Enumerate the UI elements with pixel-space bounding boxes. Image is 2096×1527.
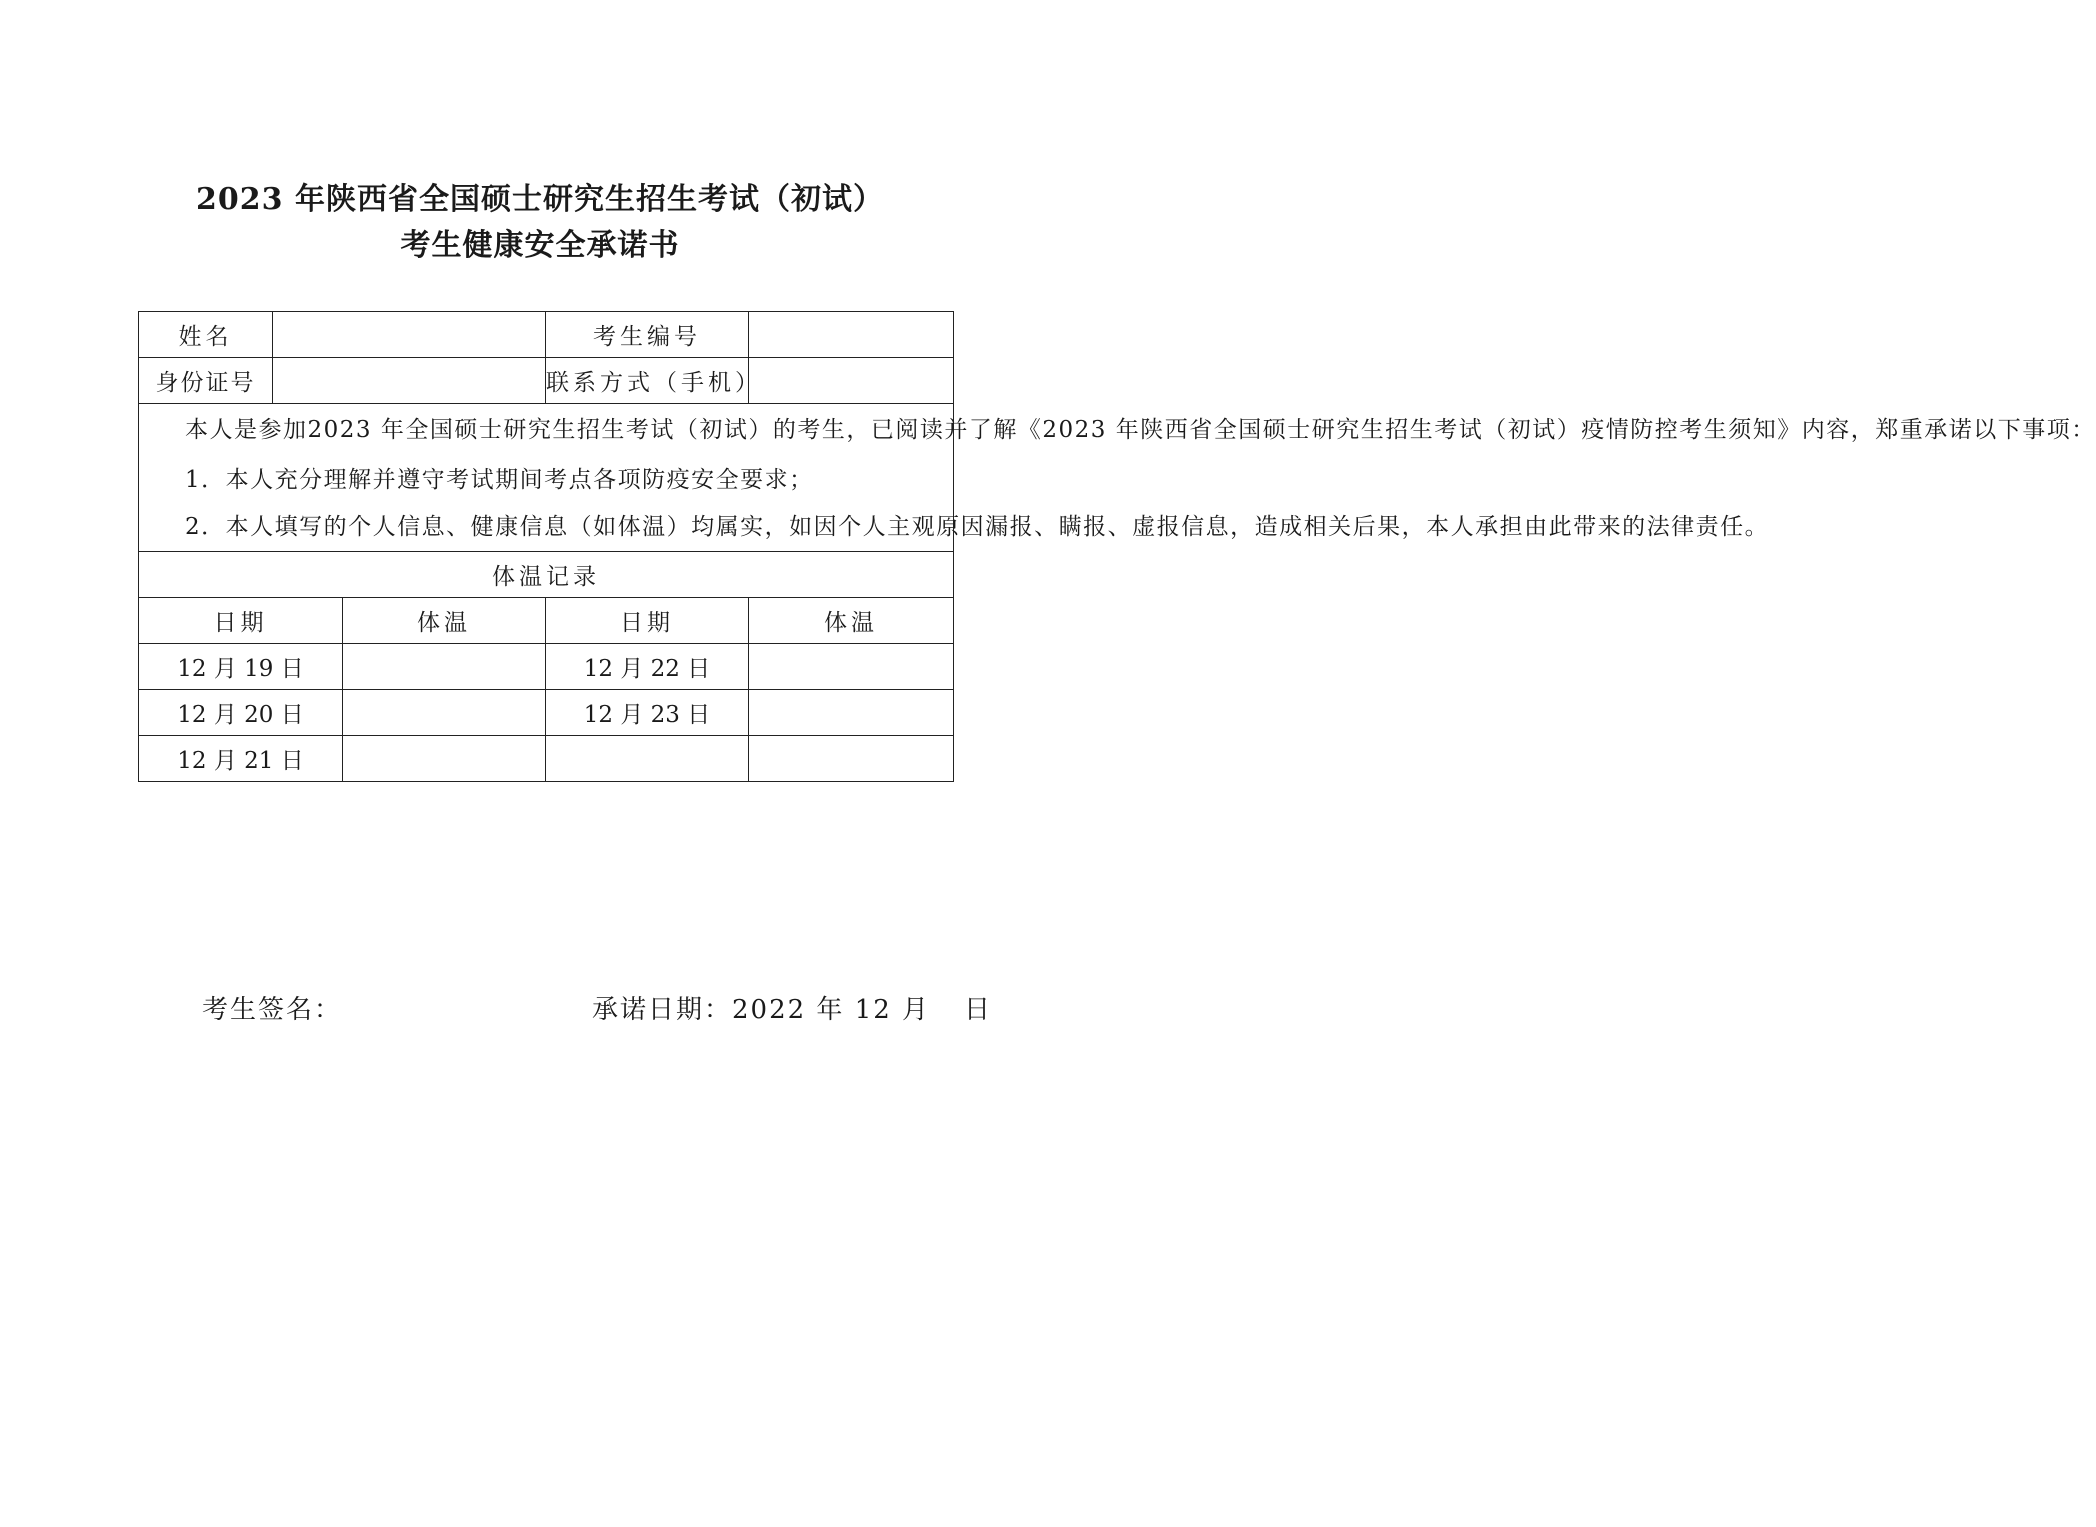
contact-field[interactable] [749, 358, 954, 404]
pledge-date [592, 990, 992, 1030]
contact-label: 联系方式（手机） [546, 358, 749, 404]
row-statement [139, 404, 954, 552]
row-temp-title [139, 552, 954, 598]
row-temp-header [139, 598, 954, 644]
exam-id-field[interactable] [749, 312, 954, 358]
document-title-line2: 考生健康安全承诺书 [400, 228, 680, 263]
date-cell: 12 月 19 日 [139, 644, 343, 690]
document-title-line1: 2023 年陕西省全国硕士研究生招生考试（初试） [196, 182, 884, 217]
pledge-date-label: 承诺日期：2022 年 12 月 [592, 995, 931, 1025]
date-cell: 12 月 23 日 [546, 690, 749, 736]
temp-header-date-1: 日期 [139, 598, 343, 644]
statement-cell [139, 404, 2096, 552]
temp-header-temp-2: 体温 [749, 598, 954, 644]
row-id-card [139, 358, 954, 404]
date-cell: 12 月 22 日 [546, 644, 749, 690]
temp-section-title: 体温记录 [139, 552, 954, 598]
row-name [139, 312, 954, 358]
row-temp-1 [139, 644, 954, 690]
statement-intro: 本人是参加2023 年全国硕士研究生招生考试（初试）的考生，已阅读并了解《2023 年陕西省全国硕士研究生招生考试（初试）疫情防控考生须知》内容，郑重承诺以下事项： [185, 417, 2096, 443]
empty-cell [749, 736, 954, 782]
temp-input-cell[interactable] [343, 644, 546, 690]
pledge-form-table [138, 311, 2096, 782]
temp-input-cell[interactable] [749, 644, 954, 690]
exam-id-label: 考生编号 [546, 312, 749, 358]
row-temp-2 [139, 690, 954, 736]
empty-cell [546, 736, 749, 782]
name-field[interactable] [273, 312, 546, 358]
name-label: 姓名 [139, 312, 273, 358]
temp-input-cell[interactable] [343, 690, 546, 736]
date-cell: 12 月 20 日 [139, 690, 343, 736]
row-temp-3 [139, 736, 954, 782]
temp-input-cell[interactable] [749, 690, 954, 736]
id-card-field[interactable] [273, 358, 546, 404]
date-cell: 12 月 21 日 [139, 736, 343, 782]
statement-item-1: 1．本人充分理解并遵守考试期间考点各项防疫安全要求； [185, 467, 814, 493]
temp-input-cell[interactable] [343, 736, 546, 782]
pledge-date-day: 日 [964, 995, 993, 1025]
temp-header-temp-1: 体温 [343, 598, 546, 644]
id-card-label: 身份证号 [139, 358, 273, 404]
candidate-signature-label: 考生签名： [202, 995, 343, 1025]
statement-item-2: 2．本人填写的个人信息、健康信息（如体温）均属实，如因个人主观原因漏报、瞒报、虚报信息，造成相关后果，本人承担由此带来的法律责任。 [185, 514, 1770, 540]
temp-header-date-2: 日期 [546, 598, 749, 644]
